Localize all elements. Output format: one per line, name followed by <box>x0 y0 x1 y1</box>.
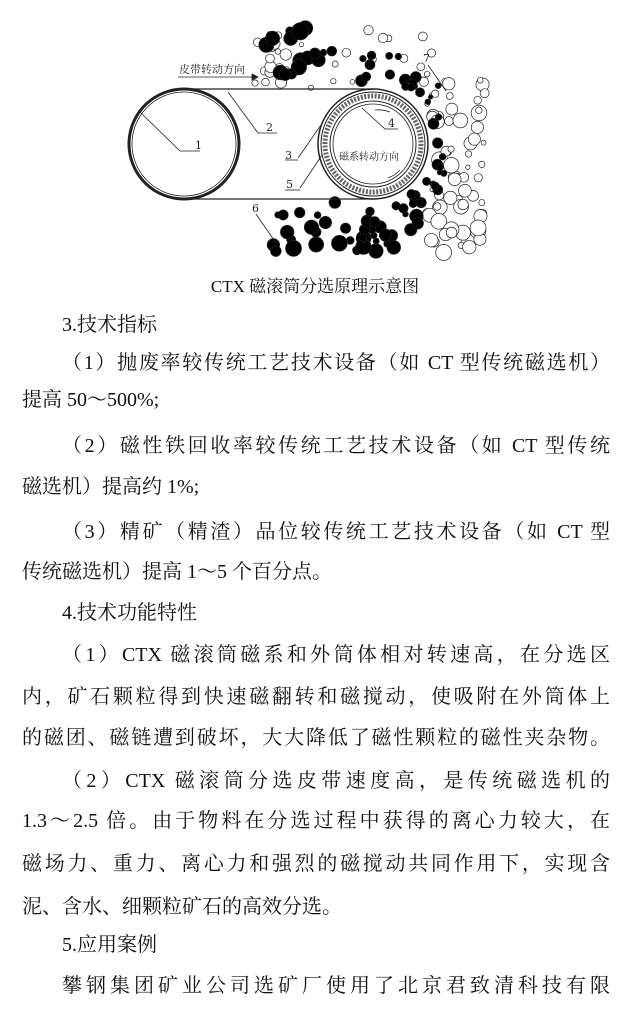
nonmagnetic-particle <box>424 233 438 247</box>
magnetic-particle <box>286 240 302 256</box>
magnetic-particle <box>331 235 347 251</box>
magnetic-particle <box>422 177 430 185</box>
nonmagnetic-particle <box>480 89 489 98</box>
label-7: 7 <box>423 52 430 65</box>
nonmagnetic-particle <box>424 71 430 77</box>
magnetic-particle <box>359 234 367 242</box>
nonmagnetic-particle <box>459 184 472 197</box>
magnetic-particle <box>319 216 331 228</box>
magnet-direction-label: 磁系转动方向 <box>339 152 399 163</box>
magnetic-particle <box>435 114 441 120</box>
magnetic-particle <box>387 241 401 255</box>
heading-5: 5.应用案例 <box>62 934 157 956</box>
nonmagnetic-particle <box>446 227 457 238</box>
nonmagnetic-particle <box>481 140 486 145</box>
nonmagnetic-particle <box>465 151 471 157</box>
ore-particles <box>252 21 489 261</box>
nonmagnetic-particle <box>479 161 485 167</box>
magnetic-particle <box>304 220 318 234</box>
magnetic-particle <box>386 52 393 59</box>
magnetic-particle <box>270 246 281 257</box>
nonmagnetic-particle <box>262 78 270 86</box>
label-4: 4 <box>388 117 395 130</box>
paragraph-line: （2）磁性铁回收率较传统工艺技术设备（如 CT 型传统 <box>62 435 610 457</box>
nonmagnetic-particle <box>266 54 275 63</box>
paragraph-line: 攀钢集团矿业公司选矿厂使用了北京君致清科技有限 <box>62 975 610 997</box>
nonmagnetic-particle <box>458 199 468 209</box>
paragraph-line: 提高 50～500%; <box>22 389 160 411</box>
magnetic-particle <box>395 53 402 60</box>
nonmagnetic-particle <box>436 244 452 260</box>
heading-4: 4.技术功能特性 <box>62 602 197 624</box>
magnetic-particle <box>278 210 288 220</box>
nonmagnetic-particle <box>466 165 470 169</box>
paragraph-line: 磁选机）提高约 1%; <box>22 476 200 498</box>
ctx-separation-diagram <box>0 0 630 265</box>
magnetic-particle <box>432 138 442 148</box>
magnetic-particle <box>435 83 441 89</box>
figure-caption: CTX 磁滚筒分选原理示意图 <box>210 277 420 296</box>
paragraph-line: 的磁团、磁链遭到破坏，大大降低了磁性颗粒的磁性夹杂物。 <box>22 727 610 749</box>
paragraph-line: （3）精矿（精渣）品位较传统工艺技术设备（如 CT 型 <box>62 521 610 543</box>
label-3: 3 <box>285 149 292 162</box>
nonmagnetic-particle <box>477 77 483 83</box>
nonmagnetic-particle <box>280 49 291 60</box>
nonmagnetic-particle <box>364 25 373 34</box>
nonmagnetic-particle <box>275 49 281 55</box>
nonmagnetic-particle <box>446 93 453 100</box>
nonmagnetic-particle <box>252 80 258 86</box>
nonmagnetic-particle <box>331 78 336 83</box>
magnetic-particle <box>379 229 391 241</box>
paragraph-line: 传统磁选机）提高 1～5 个百分点。 <box>22 561 332 583</box>
magnetic-particle <box>279 68 291 80</box>
magnetic-particle <box>425 99 431 105</box>
nonmagnetic-particle <box>479 199 485 205</box>
magnetic-particle <box>369 217 380 228</box>
magnetic-particle <box>415 88 424 97</box>
magnetic-particle <box>365 60 375 70</box>
magnetic-particle <box>329 197 341 209</box>
magnetic-particle <box>360 55 366 61</box>
nonmagnetic-particle <box>468 133 480 145</box>
magnetic-particle <box>366 207 375 216</box>
magnetic-particle <box>327 46 337 56</box>
nonmagnetic-particle <box>448 173 461 186</box>
magnetic-particle <box>412 218 424 230</box>
magnetic-particle <box>340 223 350 233</box>
magnetic-particle <box>373 238 379 244</box>
magnetic-particle <box>439 153 446 160</box>
nonmagnetic-particle <box>463 240 476 253</box>
magnetic-particle <box>309 48 320 59</box>
nonmagnetic-particle <box>332 61 338 67</box>
paragraph-line: 内，矿石颗粒得到快速磁翻转和磁搅动，使吸附在外筒体上 <box>22 686 610 708</box>
nonmagnetic-particle <box>308 85 313 90</box>
magnetic-particle <box>309 237 324 252</box>
nonmagnetic-particle <box>443 78 455 90</box>
label-1: 1 <box>195 139 202 152</box>
magnetic-particle <box>399 204 408 213</box>
magnetic-particle <box>292 23 309 40</box>
nonmagnetic-particle <box>418 32 427 41</box>
nonmagnetic-particle <box>453 113 468 128</box>
magnetic-drum <box>318 89 428 199</box>
magnetic-particle <box>320 49 327 56</box>
nonmagnetic-particle <box>444 191 457 204</box>
magnetic-particle <box>385 70 394 79</box>
paragraph-line: 泥、含水、细颗粒矿石的高效分选。 <box>22 896 342 918</box>
nonmagnetic-particle <box>474 174 482 182</box>
nonmagnetic-particle <box>476 107 483 114</box>
magnetic-particle <box>294 207 304 217</box>
paragraph-line: 磁场力、重力、离心力和强烈的磁搅动共同作用下，实现含 <box>22 853 610 875</box>
magnetic-particle <box>431 182 439 190</box>
magnetic-particle <box>436 163 443 170</box>
nonmagnetic-particle <box>350 80 355 85</box>
paragraph-line: 1.3～2.5 倍。由于物料在分选过程中获得的离心力较大，在 <box>22 810 610 832</box>
label-5: 5 <box>286 178 293 191</box>
magnetic-particle <box>367 51 376 60</box>
paragraph-line: （1）CTX 磁滚筒磁系和外筒体相对转速高，在分选区 <box>62 644 610 666</box>
magnetic-particle <box>362 72 371 81</box>
belt-direction-label: 皮带转动方向 <box>179 63 245 76</box>
nonmagnetic-particle <box>444 117 453 126</box>
magnetic-particle <box>265 31 279 45</box>
nonmagnetic-particle <box>474 96 482 104</box>
pulley-1 <box>129 89 239 199</box>
magnetic-particle <box>314 212 321 219</box>
magnetic-particle <box>407 83 415 91</box>
nonmagnetic-particle <box>448 146 454 152</box>
magnetic-particle <box>409 200 417 208</box>
label-2: 2 <box>266 121 273 134</box>
magnetic-particle <box>437 170 442 175</box>
nonmagnetic-particle <box>342 48 351 57</box>
nonmagnetic-particle <box>471 121 483 133</box>
magnetic-particle <box>428 95 432 99</box>
paragraph-line: （2）CTX 磁滚筒分选皮带速度高，是传统磁选机的 <box>62 770 610 792</box>
magnetic-particle <box>280 225 293 238</box>
nonmagnetic-particle <box>446 103 458 115</box>
nonmagnetic-particle <box>470 220 486 236</box>
nonmagnetic-particle <box>299 42 303 46</box>
nonmagnetic-particle <box>433 203 440 210</box>
magnetic-particle <box>407 189 416 198</box>
label-6: 6 <box>252 202 259 215</box>
paragraph-line: （1）抛废率较传统工艺技术设备（如 CT 型传统磁选机） <box>62 352 610 374</box>
nonmagnetic-particle <box>378 33 388 43</box>
belt <box>129 89 428 199</box>
heading-3: 3.技术指标 <box>62 314 157 336</box>
